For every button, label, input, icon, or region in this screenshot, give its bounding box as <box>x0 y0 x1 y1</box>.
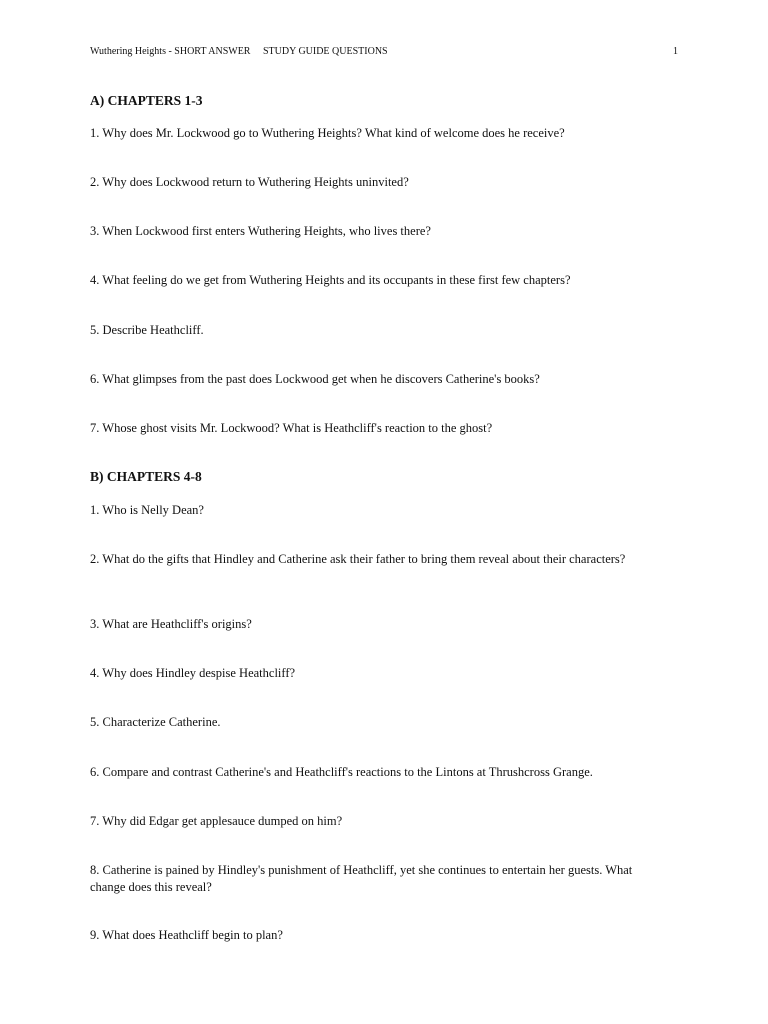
question-a-2: 2. Why does Lockwood return to Wuthering Heights uninvited? <box>90 175 409 189</box>
question-a-1: 1. Why does Mr. Lockwood go to Wuthering Heights? What kind of welcome does he receive? <box>90 126 565 140</box>
question-a-5: 5. Describe Heathcliff. <box>90 323 204 337</box>
question-b-3: 3. What are Heathcliff's origins? <box>90 617 252 631</box>
question-a-4: 4. What feeling do we get from Wuthering Heights and its occupants in these first few chapters? <box>90 273 571 287</box>
question-b-4: 4. Why does Hindley despise Heathcliff? <box>90 666 296 680</box>
question-b-6: 6. Compare and contrast Catherine's and Heathcliff's reactions to the Lintons at Thrushcross Grange. <box>90 765 593 779</box>
header-title: Wuthering Heights - SHORT ANSWER STUDY GUIDE QUESTIONS <box>90 46 388 57</box>
question-b-7: 7. Why did Edgar get applesauce dumped on him? <box>90 814 343 828</box>
question-b-9: 9. What does Heathcliff begin to plan? <box>90 928 283 942</box>
section-heading-a: A) CHAPTERS 1-3 <box>90 93 203 108</box>
page-number: 1 <box>673 46 678 57</box>
page-header <box>90 45 680 61</box>
question-a-7: 7. Whose ghost visits Mr. Lockwood? What is Heathcliff's reaction to the ghost? <box>90 421 493 435</box>
question-a-6: 6. What glimpses from the past does Lockwood get when he discovers Catherine's books? <box>90 372 540 386</box>
question-b-5: 5. Characterize Catherine. <box>90 715 221 729</box>
question-b-2: 2. What do the gifts that Hindley and Catherine ask their father to bring them reveal about their characters? <box>90 552 626 566</box>
question-b-8: 8. Catherine is pained by Hindley's punishment of Heathcliff, yet she continues to entertain her guests. What change does this reveal? <box>90 863 633 894</box>
question-a-3: 3. When Lockwood first enters Wuthering Heights, who lives there? <box>90 224 431 238</box>
section-heading-b: B) CHAPTERS 4-8 <box>90 469 202 484</box>
question-b-1: 1. Who is Nelly Dean? <box>90 503 204 517</box>
